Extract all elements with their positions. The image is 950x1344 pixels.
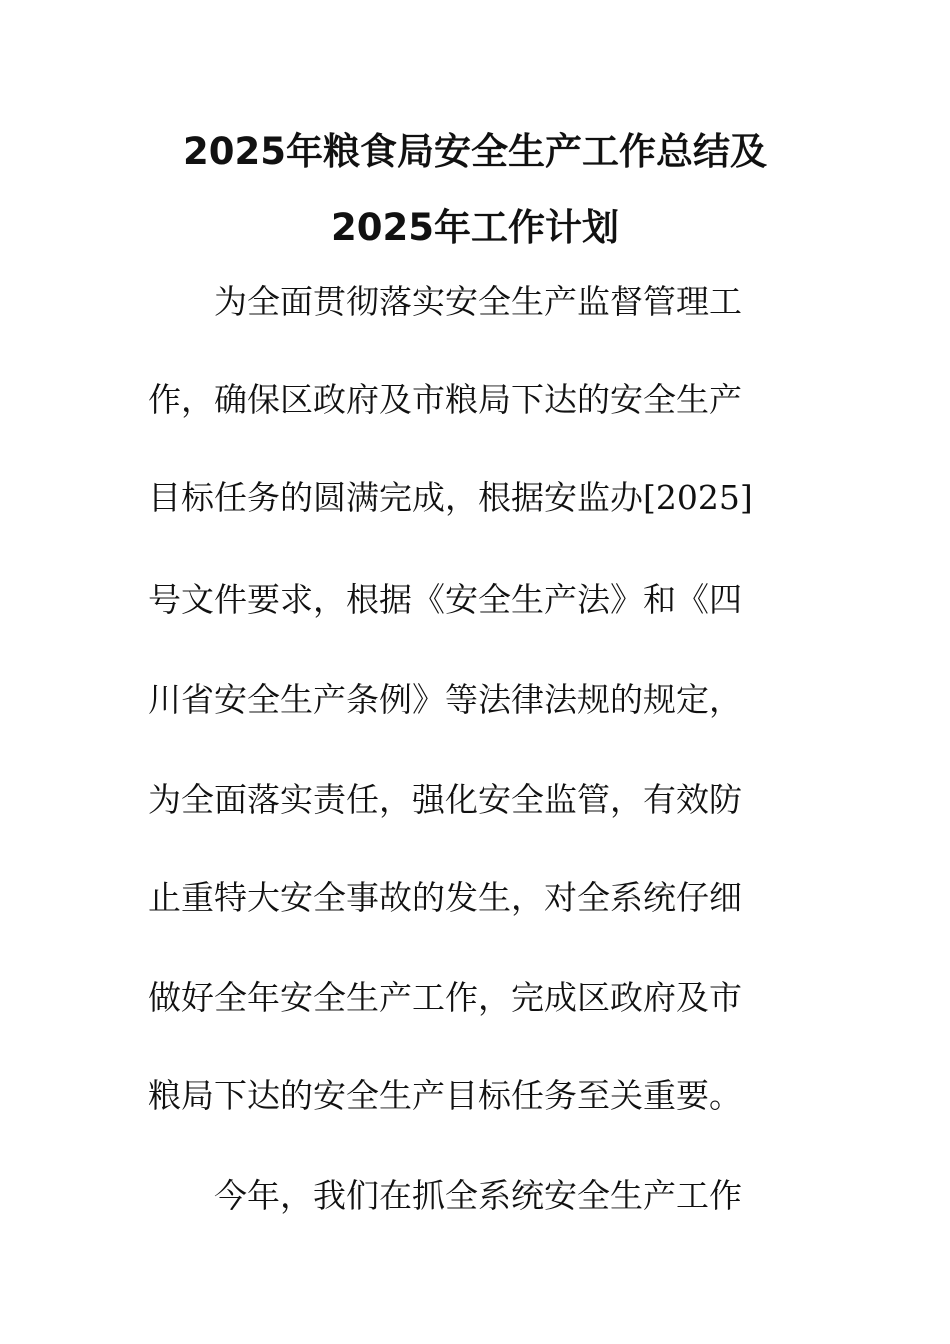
paragraph-1-line-2: 作，确保区政府及市粮局下达的安全生产: [148, 380, 742, 419]
paragraph-1-line-9: 粮局下达的安全生产目标任务至关重要。: [148, 1076, 742, 1115]
paragraph-2-line-1: 今年，我们在抓全系统安全生产工作: [214, 1176, 742, 1215]
document-title-line-2: 2025年工作计划: [331, 206, 619, 249]
paragraph-1-line-6: 为全面落实责任，强化安全监管，有效防: [148, 780, 742, 819]
paragraph-1-line-1: 为全面贯彻落实安全生产监督管理工: [214, 282, 742, 321]
paragraph-1-line-7: 止重特大安全事故的发生，对全系统仔细: [148, 878, 742, 917]
paragraph-1-line-4: 号文件要求，根据《安全生产法》和《四: [148, 580, 742, 619]
paragraph-1-line-3: 目标任务的圆满完成，根据安监办[2025]: [148, 478, 753, 517]
paragraph-1-line-8: 做好全年安全生产工作，完成区政府及市: [148, 978, 742, 1017]
paragraph-1-line-5: 川省安全生产条例》等法律法规的规定，: [148, 680, 742, 719]
document-title-line-1: 2025年粮食局安全生产工作总结及: [183, 130, 767, 173]
